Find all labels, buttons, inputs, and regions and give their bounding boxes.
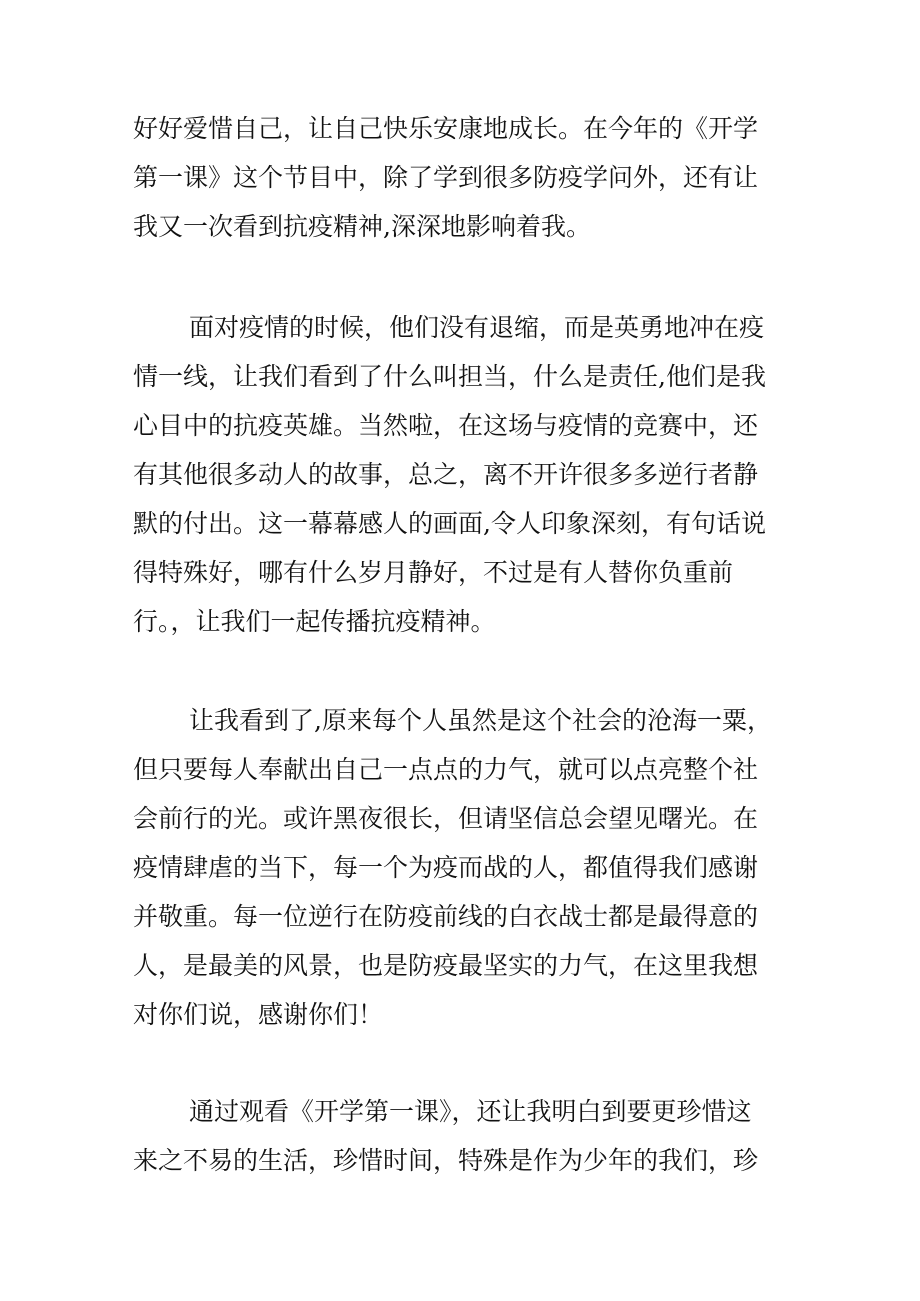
paragraph-4 — [133, 1087, 793, 1185]
paragraph-line: 默的付出。这一幕幕感人的画面,令人印象深刻，有句话说 — [133, 509, 766, 538]
paragraph-2 — [133, 303, 793, 646]
paragraph-line: 行。，让我们一起传播抗疫精神。 — [133, 607, 496, 636]
paragraph-1 — [133, 104, 793, 251]
paragraph-line: 我又一次看到抗疫精神,深深地影响着我。 — [133, 212, 591, 241]
paragraph-3 — [133, 696, 793, 1039]
paragraph-line: 让我看到了,原来每个人虽然是这个社会的沧海一粟， — [189, 706, 772, 735]
paragraph-line: 心目中的抗疫英雄。当然啦，在这场与疫情的竞赛中，还 — [133, 411, 759, 440]
paragraph-line: 并敬重。每一位逆行在防疫前线的白衣战士都是最得意的 — [133, 902, 759, 931]
paragraph-line: 对你们说，感谢你们！ — [133, 1000, 384, 1029]
paragraph-line: 得特殊好，哪有什么岁月静好，不过是有人替你负重前 — [133, 558, 734, 587]
paragraph-line: 但只要每人奉献出自己一点点的力气，就可以点亮整个社 — [133, 755, 759, 784]
paragraph-line: 来之不易的生活，珍惜时间，特殊是作为少年的我们，珍 — [133, 1146, 759, 1175]
paragraph-line: 通过观看《开学第一课》，还让我明白到要更珍惜这 — [189, 1097, 752, 1126]
paragraph-line: 疫情肆虐的当下，每一个为疫而战的人，都值得我们感谢 — [133, 853, 759, 882]
paragraph-line: 面对疫情的时候，他们没有退缩，而是英勇地冲在疫 — [189, 313, 765, 342]
paragraph-line: 第一课》这个节目中，除了学到很多防疫学问外，还有让 — [133, 163, 759, 192]
paragraph-line: 人，是最美的风景，也是防疫最坚实的力气，在这里我想 — [133, 951, 759, 980]
paragraph-line: 情一线，让我们看到了什么叫担当，什么是责任,他们是我 — [133, 362, 766, 391]
paragraph-line: 有其他很多动人的故事，总之，离不开许很多多逆行者静 — [133, 460, 759, 489]
paragraph-line: 会前行的光。或许黑夜很长，但请坚信总会望见曙光。在 — [133, 804, 759, 833]
paragraph-line: 好好爱惜自己，让自己快乐安康地成长。在今年的《开学 — [133, 114, 759, 143]
